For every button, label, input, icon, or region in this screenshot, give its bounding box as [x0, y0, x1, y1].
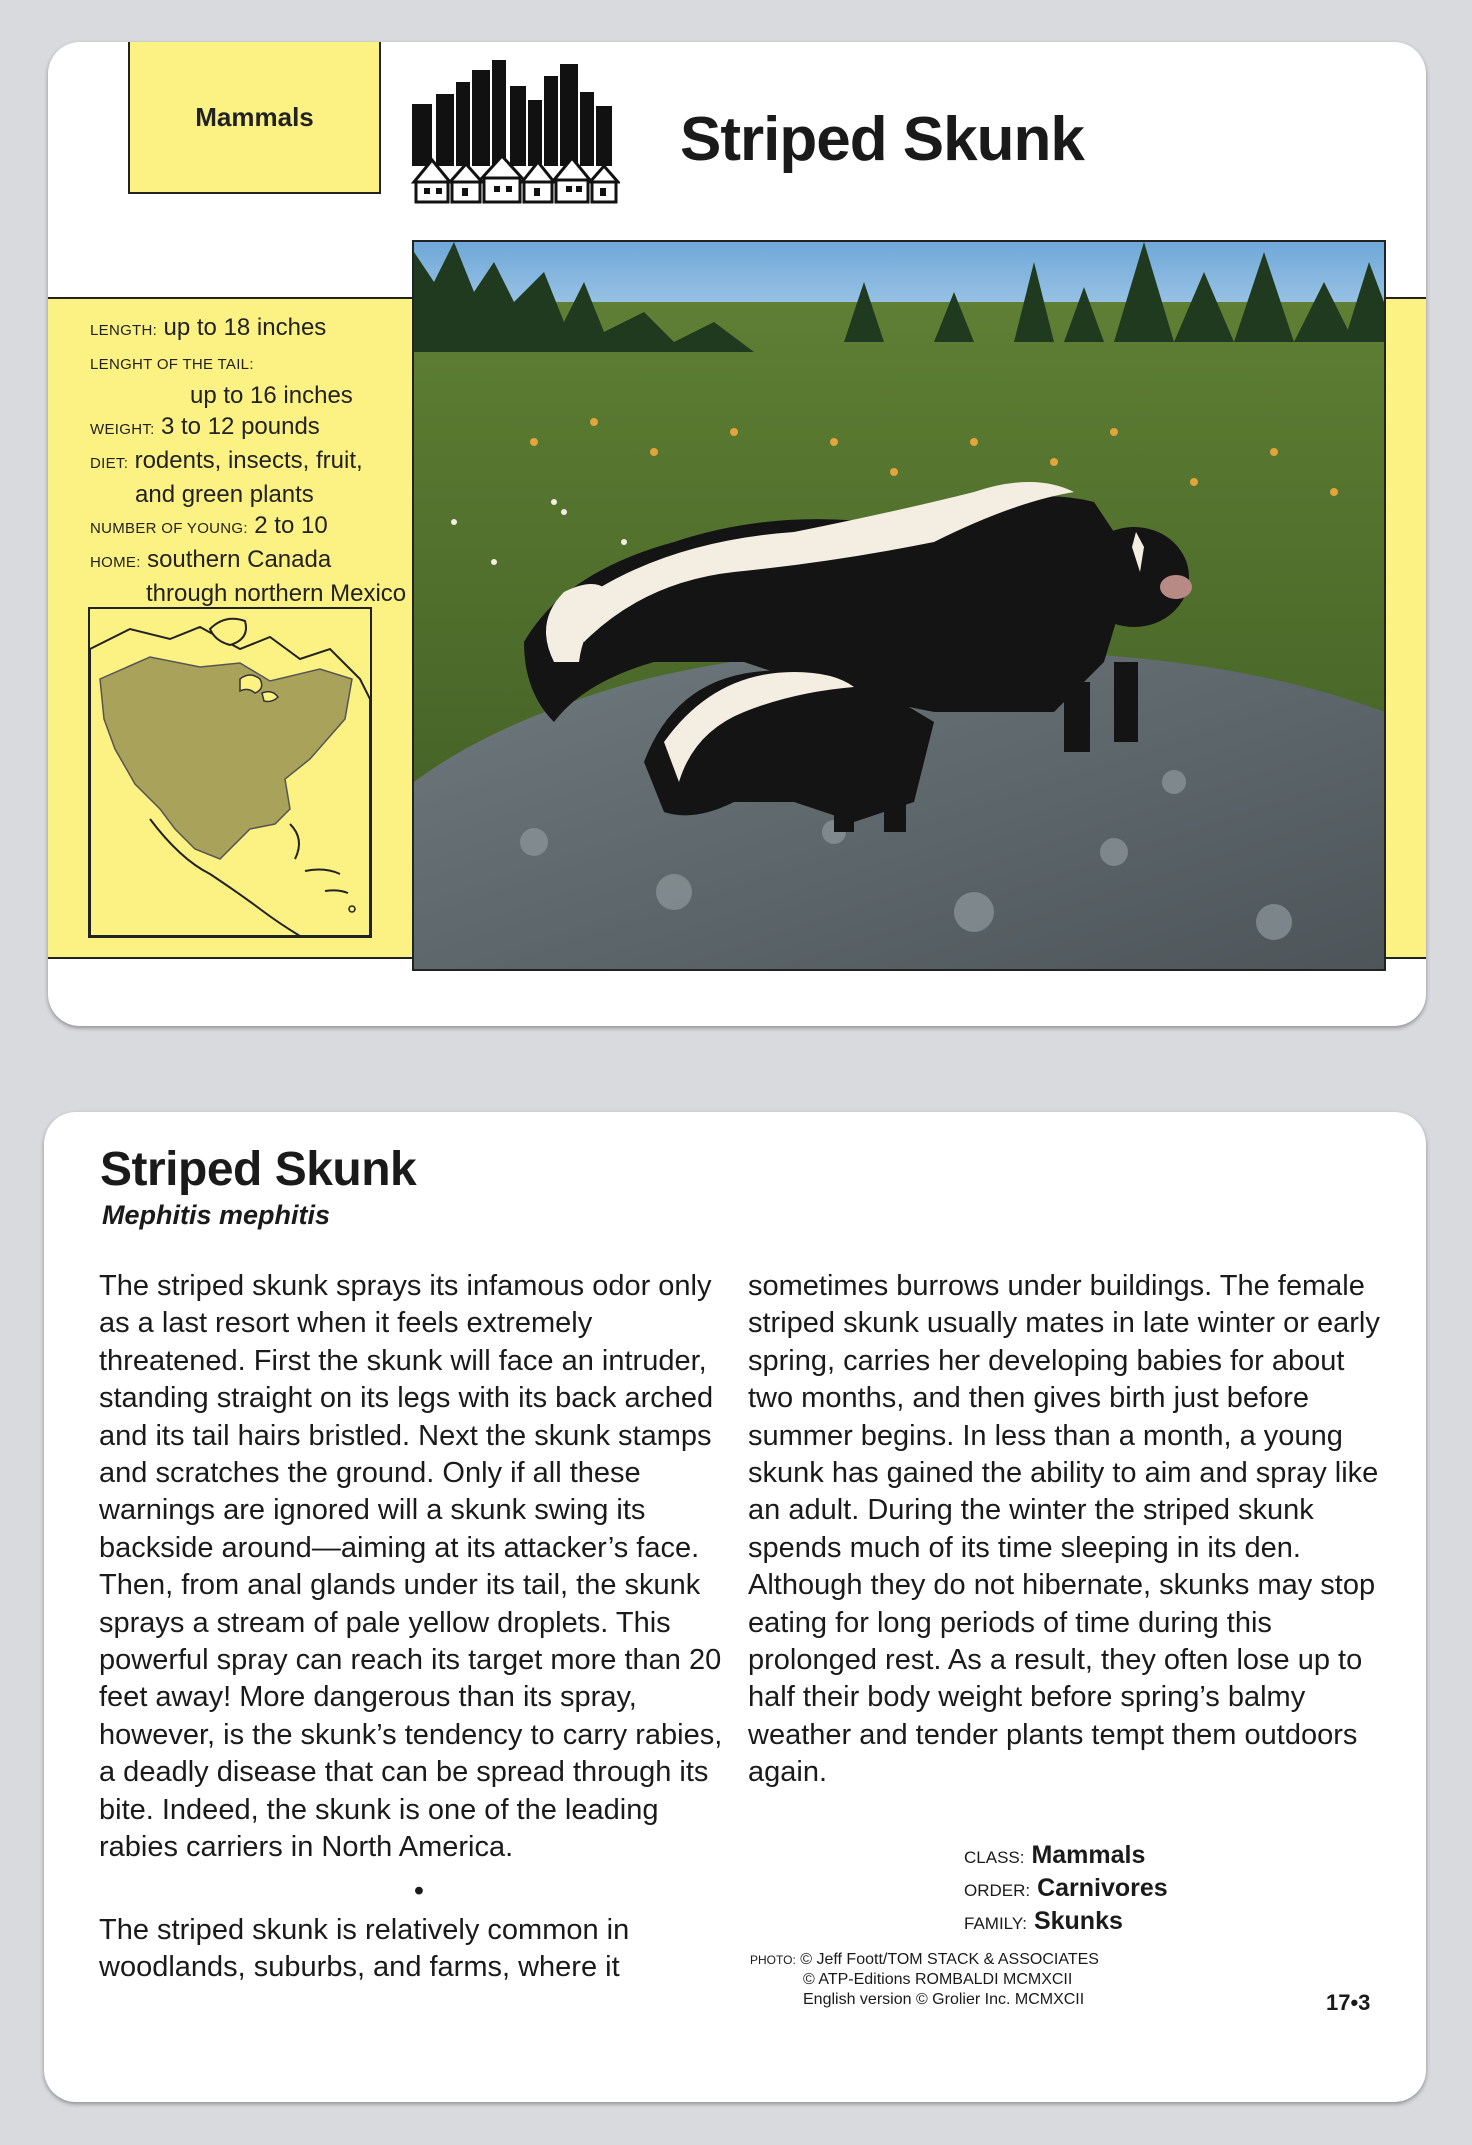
tail-value: up to 16 inches: [190, 382, 353, 409]
order-value: Carnivores: [1037, 1874, 1168, 1902]
category-label: Mammals: [128, 42, 381, 194]
order-label: ORDER:: [964, 1881, 1031, 1900]
back-card: [44, 1112, 1426, 2102]
home-value-continued: through northern Mexico: [146, 580, 407, 607]
card-number: 17•3: [1326, 1990, 1371, 2015]
weight-label: WEIGHT:: [90, 421, 155, 438]
weight-value: 3 to 12 pounds: [161, 413, 320, 440]
taxonomy-block: [964, 1840, 1168, 1939]
photo-credits: [750, 1950, 1099, 2010]
home-label: HOME:: [90, 554, 141, 571]
description-paragraph-3: sometimes burrows under buildings. The female striped skunk usually mates in late winter or early spring, carries her developing babies for about two months, and then gives birth just before summer begins. In less than a month, a young skunk has gained the ability to aim and spray like an adult. During the winter the striped skunk spends much of its time sleeping in its den. Although they do not hibernate, skunks may stop eating for long periods of time during this prolonged rest. As a result, they often lose up to half their body weight before spring’s balmy weather and tender plants tempt them outdoors again.: [748, 1270, 1380, 1789]
credit-line-3: English version © Grolier Inc. MCMXCII: [803, 1991, 1085, 2008]
young-value: 2 to 10: [254, 512, 328, 539]
class-label: CLASS:: [964, 1848, 1025, 1867]
family-value: Skunks: [1033, 1907, 1123, 1935]
skunk-photo: [412, 240, 1386, 971]
text-column-right: [748, 1268, 1388, 1792]
animal-title: Striped Skunk: [680, 105, 1084, 174]
length-label: LENGTH:: [90, 322, 158, 339]
range-map: [88, 607, 372, 938]
credit-line-1: © Jeff Foott/TOM STACK & ASSOCIATES: [800, 1951, 1099, 1968]
bullet-separator: •: [413, 1874, 425, 1907]
family-label: FAMILY:: [964, 1914, 1027, 1933]
fact-list: [90, 312, 430, 609]
photo-label: PHOTO:: [750, 1953, 796, 1967]
back-title: Striped Skunk: [100, 1143, 417, 1196]
description-paragraph-2: The striped skunk is relatively common in woodlands, suburbs, and farms, where it: [99, 1913, 630, 1984]
text-column-left: [99, 1268, 739, 1987]
diet-label: DIET:: [90, 455, 129, 472]
city-habitat-icon: [410, 56, 620, 206]
diet-value: rodents, insects, fruit,: [134, 447, 363, 474]
young-label: NUMBER OF YOUNG:: [90, 520, 248, 537]
length-value: up to 18 inches: [163, 314, 327, 341]
diet-value-continued: and green plants: [135, 481, 314, 508]
credit-line-2: © ATP-Editions ROMBALDI MCMXCII: [803, 1971, 1073, 1988]
class-value: Mammals: [1031, 1841, 1146, 1869]
home-value: southern Canada: [147, 546, 332, 573]
description-paragraph-1: The striped skunk sprays its infamous odor only as a last resort when it feels extremely threatened. First the skunk will face an intruder, standing straight on its legs with its back arched and its tail hairs bristled. Next the skunk stamps and scratches the ground. Only if all these warnings are ignored will a skunk swing its backside around—aiming at its attacker’s face. Then, from anal glands under its tail, the skunk sprays a stream of pale yellow droplets. This powerful spray can reach its target more than 20 feet away! More dangerous than its spray, however, is the skunk’s tendency to carry rabies, a deadly disease that can be spread through its bite. Indeed, the skunk is one of the leading rabies carriers in North America.: [99, 1270, 723, 1864]
tail-label: LENGHT OF THE TAIL:: [90, 356, 254, 373]
front-card: [48, 42, 1426, 1026]
scientific-name: Mephitis mephitis: [102, 1200, 331, 1230]
